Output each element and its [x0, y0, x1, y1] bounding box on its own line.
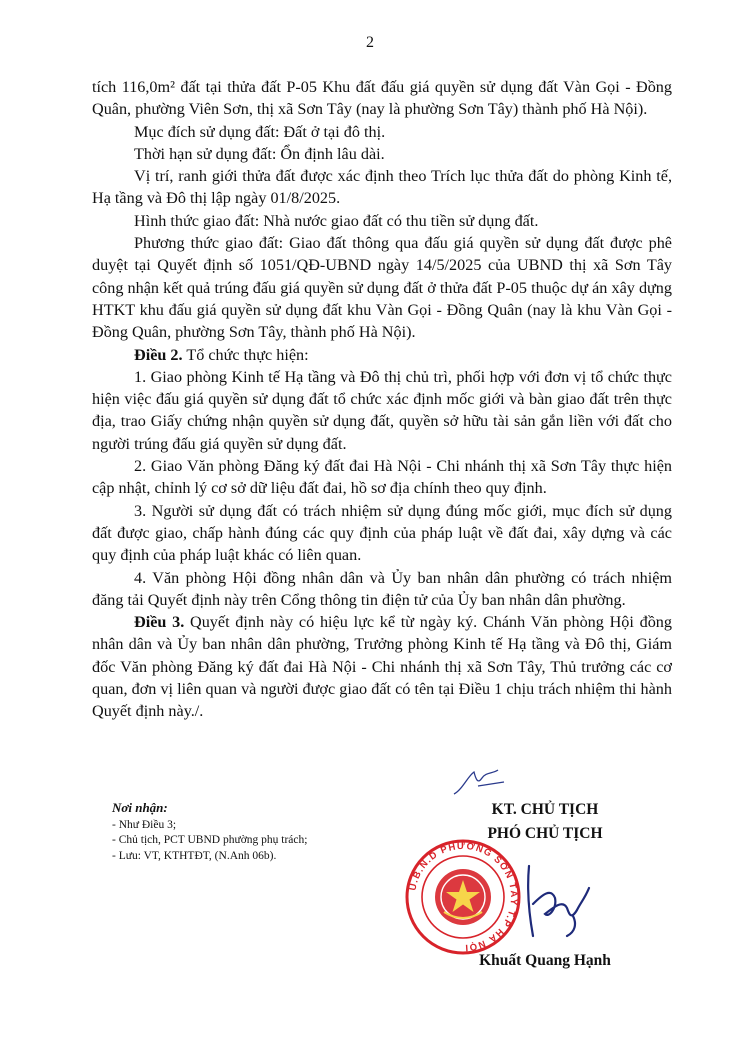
article-3-text: Quyết định này có hiệu lực kể từ ngày ký. Chánh Văn phòng Hội đồng nhân dân và Ủy ban nhân dân phường, Trưởng phòng Kinh tế Hạ tầng và Đô thị, Giám đốc Văn phòng Đăng ký đất đai Hà Nội - Chi nhánh thị xã Sơn Tây, Thủ trưởng các cơ quan, đơn vị liên quan và người được giao đất có tên tại Điều 1 chịu trách nhiệm thi hành Quyết định này./. [92, 613, 672, 721]
signer-name: Khuất Quang Hạnh [479, 952, 611, 969]
official-seal [404, 838, 522, 956]
signature-title-2: PHÓ CHỦ TỊCH [487, 825, 603, 842]
article-2-label: Điều 2. [134, 345, 183, 364]
page-number: 2 [366, 34, 374, 51]
article-2-heading [92, 344, 672, 366]
paragraph-term: Thời hạn sử dụng đất: Ổn định lâu dài. [134, 144, 385, 163]
svg-text:U.B.N.D PHƯỜNG SƠN TÂY T.P HÀ: U.B.N.D PHƯỜNG SƠN TÂY T.P HÀ NỘI [407, 840, 520, 954]
paragraph-allocation-method: Phương thức giao đất: Giao đất thông qua đấu giá quyền sử dụng đất được phê duyệt tại Quyết định số 1051/QĐ-UBND ngày 14/5/2025 của UBND thị xã Sơn Tây công nhận kết quả trúng đấu giá quyền sử dụng đất ở thửa đất P-05 thuộc dự án xây dựng HTKT khu đấu giá quyền sử dụng đất khu Vàn Gọi - Đồng Quân (nay là khu Vàn Gọi - Đồng Quân, phường Sơn Tây, thành phố Hà Nội). [92, 234, 672, 342]
initials-mark [448, 764, 508, 800]
recipient-line: - Lưu: VT, KTHTĐT, (N.Anh 06b). [112, 849, 277, 862]
paragraph-allocation-form: Hình thức giao đất: Nhà nước giao đất có thu tiền sử dụng đất. [134, 211, 539, 230]
recipient-line: - Chủ tịch, PCT UBND phường phụ trách; [112, 834, 308, 846]
signature-title-1: KT. CHỦ TỊCH [491, 801, 599, 818]
paragraph-area: tích 116,0m² đất tại thửa đất P-05 Khu đất đấu giá quyền sử dụng đất Vàn Gọi - Đồng Quân, phường Viên Sơn, thị xã Sơn Tây (nay là phường Sơn Tây) thành phố Hà Nội). [92, 78, 672, 119]
paragraph-purpose: Mục đích sử dụng đất: Đất ở tại đô thị. [134, 122, 386, 141]
article-2-item-2: 2. Giao Văn phòng Đăng ký đất đai Hà Nội - Chi nhánh thị xã Sơn Tây thực hiện cập nhật, chỉnh lý cơ sở dữ liệu đất đai, hồ sơ địa chính theo quy định. [92, 457, 672, 498]
recipient-line: - Như Điều 3; [112, 818, 177, 831]
handwritten-signature [515, 858, 595, 942]
article-3-label: Điều 3. [134, 613, 185, 632]
recipients-block [112, 800, 402, 864]
document-body [92, 76, 672, 723]
article-2-item-1: 1. Giao phòng Kinh tế Hạ tầng và Đô thị chủ trì, phối hợp với đơn vị tổ chức thực hiện việc đấu giá quyền sử dụng đất tổ chức xác định mốc giới và bàn giao đất trên thực địa, trao Giấy chứng nhận quyền sử dụng đất, quyền sở hữu tài sản gắn liền với đất cho người trúng đấu giá quyền sử dụng đất. [92, 367, 672, 453]
article-2-title: Tổ chức thực hiện: [182, 345, 309, 364]
article-2-item-3: 3. Người sử dụng đất có trách nhiệm sử dụng đúng mốc giới, mục đích sử dụng đất được giao, chấp hành đúng các quy định của pháp luật về đất đai, xây dựng và các quy định của pháp luật khác có liên quan. [92, 501, 672, 565]
paragraph-location: Vị trí, ranh giới thửa đất được xác định theo Trích lục thửa đất do phòng Kinh tế, Hạ tầng và Đô thị lập ngày 01/8/2025. [92, 167, 672, 208]
article-2-item-4: 4. Văn phòng Hội đồng nhân dân và Ủy ban nhân dân phường có trách nhiệm đăng tải Quyết định này trên Cổng thông tin điện tử của Ủy ban nhân dân phường. [92, 568, 672, 609]
recipients-heading: Nơi nhận: [112, 800, 168, 815]
article-3 [92, 611, 672, 722]
